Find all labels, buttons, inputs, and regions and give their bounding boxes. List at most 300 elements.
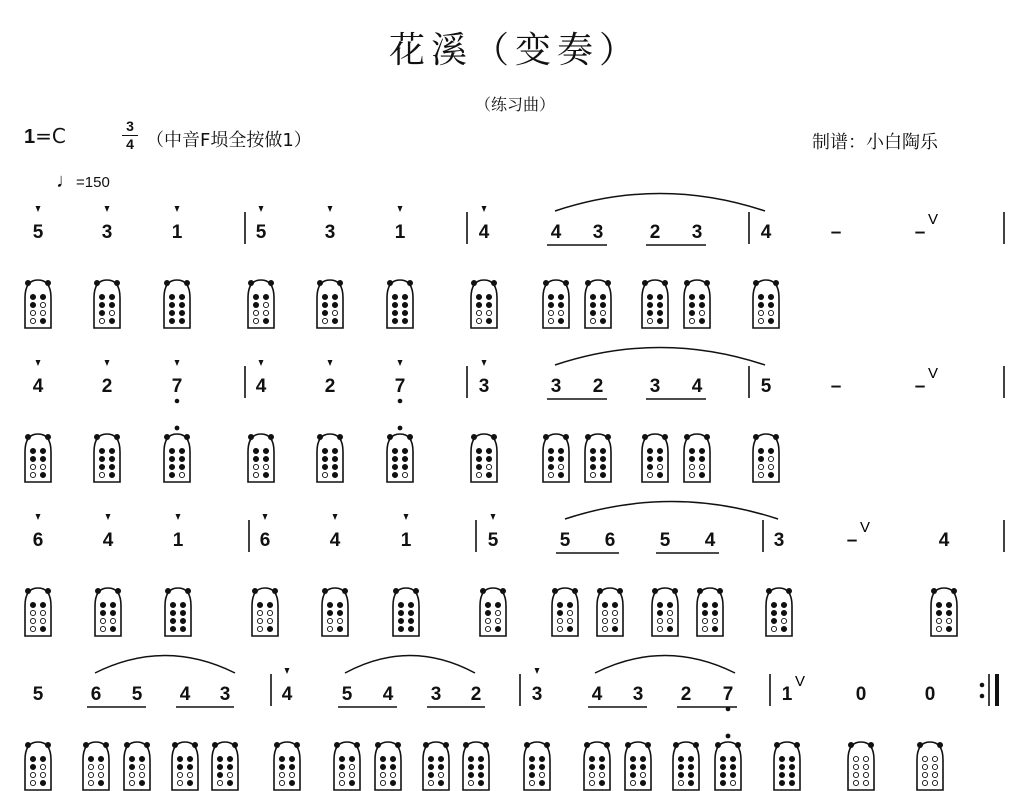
- open-hole-icon: [279, 772, 284, 777]
- xun-fingering-chart: [387, 426, 413, 482]
- open-hole-icon: [602, 618, 607, 623]
- closed-hole-icon: [170, 618, 175, 623]
- open-hole-icon: [567, 610, 572, 615]
- closed-hole-icon: [468, 764, 473, 769]
- thumb-hole-icon: [172, 742, 178, 748]
- closed-hole-icon: [289, 780, 294, 785]
- xun-outline-icon: [543, 434, 569, 482]
- closed-hole-icon: [98, 780, 103, 785]
- open-hole-icon: [922, 780, 927, 785]
- closed-hole-icon: [667, 602, 672, 607]
- closed-hole-icon: [720, 756, 725, 761]
- note-digit: 3: [773, 530, 785, 551]
- closed-hole-icon: [392, 456, 397, 461]
- thumb-hole-icon: [773, 280, 779, 286]
- xun-fingering-chart: [753, 434, 779, 482]
- closed-hole-icon: [402, 448, 407, 453]
- closed-hole-icon: [279, 756, 284, 761]
- closed-hole-icon: [781, 602, 786, 607]
- xun-fingering-chart: [766, 588, 792, 636]
- accent-mark-icon: [333, 514, 338, 520]
- thumb-hole-icon: [931, 588, 937, 594]
- xun-outline-icon: [753, 434, 779, 482]
- closed-hole-icon: [110, 602, 115, 607]
- xun-outline-icon: [463, 742, 489, 790]
- xun-outline-icon: [94, 280, 120, 328]
- xun-outline-icon: [387, 280, 413, 328]
- breath-mark: V: [927, 365, 939, 382]
- thumb-hole-icon: [25, 742, 31, 748]
- xun-fingering-chart: [524, 742, 550, 790]
- note-digit: 1: [172, 530, 184, 551]
- thumb-hole-icon: [387, 280, 393, 286]
- thumb-hole-icon: [951, 588, 957, 594]
- closed-hole-icon: [179, 310, 184, 315]
- closed-hole-icon: [30, 302, 35, 307]
- note-digit: 6: [604, 530, 616, 551]
- closed-hole-icon: [558, 302, 563, 307]
- thumb-hole-icon: [605, 280, 611, 286]
- sustain-dash: –: [914, 376, 926, 397]
- open-hole-icon: [495, 610, 500, 615]
- closed-hole-icon: [558, 294, 563, 299]
- closed-hole-icon: [428, 756, 433, 761]
- xun-outline-icon: [848, 742, 874, 790]
- closed-hole-icon: [689, 294, 694, 299]
- closed-hole-icon: [88, 756, 93, 761]
- repeat-dot-icon: [980, 694, 985, 699]
- closed-hole-icon: [779, 756, 784, 761]
- closed-hole-icon: [779, 780, 784, 785]
- sustain-dash: –: [846, 530, 858, 551]
- score-title: 花溪（变奏）: [388, 30, 641, 71]
- open-hole-icon: [932, 780, 937, 785]
- xun-fingering-chart: [684, 434, 710, 482]
- thumb-hole-icon: [645, 742, 651, 748]
- open-hole-icon: [657, 464, 662, 469]
- open-hole-icon: [109, 310, 114, 315]
- closed-hole-icon: [529, 764, 534, 769]
- open-hole-icon: [932, 756, 937, 761]
- closed-hole-icon: [253, 302, 258, 307]
- open-hole-icon: [40, 302, 45, 307]
- thumb-hole-icon: [393, 588, 399, 594]
- open-hole-icon: [612, 610, 617, 615]
- thumb-hole-icon: [103, 742, 109, 748]
- closed-hole-icon: [267, 602, 272, 607]
- closed-hole-icon: [599, 764, 604, 769]
- open-hole-icon: [539, 772, 544, 777]
- note-digit: 1: [781, 684, 793, 705]
- thumb-hole-icon: [413, 588, 419, 594]
- closed-hole-icon: [180, 626, 185, 631]
- closed-hole-icon: [169, 464, 174, 469]
- open-hole-icon: [768, 456, 773, 461]
- open-hole-icon: [227, 772, 232, 777]
- closed-hole-icon: [589, 756, 594, 761]
- closed-hole-icon: [390, 780, 395, 785]
- closed-hole-icon: [179, 302, 184, 307]
- thumb-hole-icon: [572, 588, 578, 594]
- slur-arc: [95, 656, 235, 674]
- thumb-hole-icon: [500, 588, 506, 594]
- sustain-dash: –: [830, 376, 842, 397]
- closed-hole-icon: [322, 448, 327, 453]
- xun-fingering-chart: [25, 742, 51, 790]
- note-digit: 5: [760, 376, 772, 397]
- open-hole-icon: [589, 772, 594, 777]
- open-hole-icon: [922, 764, 927, 769]
- note-digit: 4: [550, 222, 562, 243]
- thumb-hole-icon: [184, 280, 190, 286]
- xun-outline-icon: [585, 434, 611, 482]
- closed-hole-icon: [771, 602, 776, 607]
- open-hole-icon: [139, 772, 144, 777]
- xun-fingering-chart: [94, 280, 120, 328]
- xun-outline-icon: [917, 742, 943, 790]
- xun-fingering-chart: [585, 434, 611, 482]
- open-hole-icon: [187, 772, 192, 777]
- closed-hole-icon: [647, 456, 652, 461]
- closed-hole-icon: [548, 456, 553, 461]
- note-digit: 2: [324, 376, 336, 397]
- xun-outline-icon: [552, 588, 578, 636]
- closed-hole-icon: [392, 318, 397, 323]
- closed-hole-icon: [486, 318, 491, 323]
- open-hole-icon: [758, 310, 763, 315]
- open-hole-icon: [253, 318, 258, 323]
- open-hole-icon: [758, 318, 763, 323]
- closed-hole-icon: [781, 626, 786, 631]
- key-pitch: =C: [35, 124, 66, 148]
- open-hole-icon: [768, 310, 773, 315]
- open-hole-icon: [257, 626, 262, 631]
- note-digit: 0: [924, 684, 936, 705]
- closed-hole-icon: [179, 448, 184, 453]
- accent-mark-icon: [175, 206, 180, 212]
- open-hole-icon: [99, 472, 104, 477]
- closed-hole-icon: [392, 294, 397, 299]
- open-hole-icon: [678, 780, 683, 785]
- closed-hole-icon: [730, 764, 735, 769]
- thumb-hole-icon: [697, 588, 703, 594]
- closed-hole-icon: [789, 764, 794, 769]
- note-digit: 5: [32, 222, 44, 243]
- xun-fingering-chart: [212, 742, 238, 790]
- breath-mark: V: [794, 673, 806, 690]
- thumb-hole-icon: [937, 742, 943, 748]
- note-digit: 1: [171, 222, 183, 243]
- open-hole-icon: [279, 780, 284, 785]
- thumb-hole-icon: [184, 434, 190, 440]
- thumb-hole-icon: [563, 280, 569, 286]
- note-digit: 4: [179, 684, 191, 705]
- open-hole-icon: [485, 626, 490, 631]
- closed-hole-icon: [485, 602, 490, 607]
- closed-hole-icon: [40, 756, 45, 761]
- open-hole-icon: [30, 618, 35, 623]
- closed-hole-icon: [322, 302, 327, 307]
- thumb-hole-icon: [585, 434, 591, 440]
- closed-hole-icon: [647, 448, 652, 453]
- closed-hole-icon: [40, 472, 45, 477]
- open-hole-icon: [30, 772, 35, 777]
- closed-hole-icon: [486, 456, 491, 461]
- closed-hole-icon: [495, 602, 500, 607]
- xun-outline-icon: [774, 742, 800, 790]
- slur-arc: [555, 348, 765, 366]
- open-hole-icon: [485, 618, 490, 623]
- xun-outline-icon: [95, 588, 121, 636]
- note-digit: 3: [101, 222, 113, 243]
- thumb-hole-icon: [652, 588, 658, 594]
- closed-hole-icon: [289, 756, 294, 761]
- closed-hole-icon: [40, 602, 45, 607]
- closed-hole-icon: [169, 448, 174, 453]
- closed-hole-icon: [720, 780, 725, 785]
- closed-hole-icon: [180, 618, 185, 623]
- closed-hole-icon: [179, 464, 184, 469]
- xun-outline-icon: [715, 742, 741, 790]
- open-hole-icon: [263, 302, 268, 307]
- open-hole-icon: [349, 772, 354, 777]
- xun-fingering-chart: [753, 280, 779, 328]
- closed-hole-icon: [567, 626, 572, 631]
- closed-hole-icon: [539, 756, 544, 761]
- xun-fingering-chart: [585, 280, 611, 328]
- closed-hole-icon: [332, 456, 337, 461]
- open-hole-icon: [476, 318, 481, 323]
- closed-hole-icon: [657, 472, 662, 477]
- note-digit: 3: [478, 376, 490, 397]
- thumb-hole-icon: [317, 280, 323, 286]
- xun-fingering-chart: [625, 742, 651, 790]
- note-digit: 4: [255, 376, 267, 397]
- closed-hole-icon: [779, 764, 784, 769]
- closed-hole-icon: [263, 294, 268, 299]
- closed-hole-icon: [590, 310, 595, 315]
- closed-hole-icon: [139, 756, 144, 761]
- closed-hole-icon: [936, 602, 941, 607]
- closed-hole-icon: [557, 602, 562, 607]
- closed-hole-icon: [408, 626, 413, 631]
- xun-outline-icon: [94, 434, 120, 482]
- thumb-hole-icon: [95, 588, 101, 594]
- thumb-hole-icon: [114, 434, 120, 440]
- thumb-hole-icon: [144, 742, 150, 748]
- note-digit: 4: [760, 222, 772, 243]
- note-digit: 4: [102, 530, 114, 551]
- closed-hole-icon: [548, 294, 553, 299]
- xun-fingering-chart: [164, 280, 190, 328]
- note-digit: 7: [722, 684, 734, 705]
- note-digit: 5: [659, 530, 671, 551]
- thumb-hole-icon: [471, 280, 477, 286]
- accent-mark-icon: [105, 360, 110, 366]
- thumb-hole-icon: [114, 280, 120, 286]
- closed-hole-icon: [332, 448, 337, 453]
- closed-hole-icon: [768, 318, 773, 323]
- closed-hole-icon: [688, 780, 693, 785]
- closed-hole-icon: [332, 472, 337, 477]
- closed-hole-icon: [640, 756, 645, 761]
- open-hole-icon: [468, 780, 473, 785]
- closed-hole-icon: [476, 302, 481, 307]
- closed-hole-icon: [758, 448, 763, 453]
- closed-hole-icon: [699, 318, 704, 323]
- xun-outline-icon: [766, 588, 792, 636]
- closed-hole-icon: [99, 448, 104, 453]
- note-digit: 3: [592, 222, 604, 243]
- open-hole-icon: [548, 472, 553, 477]
- closed-hole-icon: [600, 448, 605, 453]
- closed-hole-icon: [600, 464, 605, 469]
- xun-fingering-chart: [94, 434, 120, 482]
- closed-hole-icon: [699, 472, 704, 477]
- meter-top: 3: [126, 118, 134, 134]
- closed-hole-icon: [486, 472, 491, 477]
- thumb-hole-icon: [212, 742, 218, 748]
- closed-hole-icon: [109, 456, 114, 461]
- notation-row: [33, 194, 1004, 246]
- closed-hole-icon: [322, 310, 327, 315]
- closed-hole-icon: [109, 294, 114, 299]
- note-digit: 3: [649, 376, 661, 397]
- open-hole-icon: [99, 318, 104, 323]
- closed-hole-icon: [322, 456, 327, 461]
- closed-hole-icon: [529, 756, 534, 761]
- thumb-hole-icon: [585, 280, 591, 286]
- open-hole-icon: [177, 772, 182, 777]
- open-hole-icon: [100, 618, 105, 623]
- closed-hole-icon: [558, 448, 563, 453]
- closed-hole-icon: [657, 294, 662, 299]
- xun-outline-icon: [25, 434, 51, 482]
- closed-hole-icon: [688, 756, 693, 761]
- closed-hole-icon: [169, 318, 174, 323]
- note-digit: 2: [680, 684, 692, 705]
- closed-hole-icon: [99, 464, 104, 469]
- closed-hole-icon: [332, 318, 337, 323]
- open-hole-icon: [557, 626, 562, 631]
- closed-hole-icon: [187, 764, 192, 769]
- note-digit: 4: [938, 530, 950, 551]
- xun-outline-icon: [317, 434, 343, 482]
- xun-outline-icon: [164, 434, 190, 482]
- open-hole-icon: [98, 764, 103, 769]
- xun-outline-icon: [585, 280, 611, 328]
- closed-hole-icon: [589, 764, 594, 769]
- thumb-hole-icon: [165, 588, 171, 594]
- xun-outline-icon: [252, 588, 278, 636]
- open-hole-icon: [30, 610, 35, 615]
- note-digit: 4: [329, 530, 341, 551]
- closed-hole-icon: [30, 456, 35, 461]
- closed-hole-icon: [349, 780, 354, 785]
- thumb-hole-icon: [563, 434, 569, 440]
- accent-mark-icon: [482, 360, 487, 366]
- open-hole-icon: [932, 764, 937, 769]
- thumb-hole-icon: [684, 434, 690, 440]
- open-hole-icon: [558, 310, 563, 315]
- xun-fingering-chart: [480, 588, 506, 636]
- closed-hole-icon: [179, 318, 184, 323]
- open-hole-icon: [40, 310, 45, 315]
- closed-hole-icon: [548, 464, 553, 469]
- accent-mark-icon: [36, 360, 41, 366]
- closed-hole-icon: [768, 302, 773, 307]
- thumb-hole-icon: [773, 434, 779, 440]
- closed-hole-icon: [30, 294, 35, 299]
- accent-mark-icon: [259, 206, 264, 212]
- thumb-hole-icon: [25, 280, 31, 286]
- xun-fingering-chart: [25, 588, 51, 636]
- closed-hole-icon: [438, 780, 443, 785]
- thumb-hole-icon: [704, 280, 710, 286]
- open-hole-icon: [30, 472, 35, 477]
- xun-outline-icon: [83, 742, 109, 790]
- note-digit: 6: [90, 684, 102, 705]
- note-digit: 4: [691, 376, 703, 397]
- closed-hole-icon: [478, 772, 483, 777]
- open-hole-icon: [253, 310, 258, 315]
- closed-hole-icon: [789, 780, 794, 785]
- thumb-hole-icon: [604, 742, 610, 748]
- closed-hole-icon: [402, 310, 407, 315]
- thumb-hole-icon: [662, 280, 668, 286]
- thumb-hole-icon: [45, 588, 51, 594]
- open-hole-icon: [936, 618, 941, 623]
- notation-row: [33, 656, 997, 712]
- closed-hole-icon: [657, 610, 662, 615]
- open-hole-icon: [88, 780, 93, 785]
- thumb-hole-icon: [672, 588, 678, 594]
- xun-fingering-chart: [375, 742, 401, 790]
- thumb-hole-icon: [375, 742, 381, 748]
- closed-hole-icon: [289, 764, 294, 769]
- open-hole-icon: [932, 772, 937, 777]
- closed-hole-icon: [678, 756, 683, 761]
- open-hole-icon: [390, 772, 395, 777]
- xun-outline-icon: [248, 280, 274, 328]
- arranger-credit: 制谱：小白陶乐: [812, 132, 938, 153]
- closed-hole-icon: [187, 780, 192, 785]
- closed-hole-icon: [390, 764, 395, 769]
- xun-outline-icon: [931, 588, 957, 636]
- closed-hole-icon: [599, 756, 604, 761]
- xun-fingering-chart: [334, 742, 360, 790]
- closed-hole-icon: [689, 302, 694, 307]
- accent-mark-icon: [36, 206, 41, 212]
- closed-hole-icon: [392, 302, 397, 307]
- open-hole-icon: [768, 464, 773, 469]
- xun-fingering-chart: [597, 588, 623, 636]
- closed-hole-icon: [398, 610, 403, 615]
- xun-outline-icon: [124, 742, 150, 790]
- closed-hole-icon: [590, 448, 595, 453]
- closed-hole-icon: [408, 602, 413, 607]
- closed-hole-icon: [699, 456, 704, 461]
- closed-hole-icon: [946, 626, 951, 631]
- accent-mark-icon: [175, 360, 180, 366]
- closed-hole-icon: [98, 756, 103, 761]
- thumb-hole-icon: [124, 742, 130, 748]
- tempo-value: =150: [76, 174, 110, 191]
- closed-hole-icon: [99, 302, 104, 307]
- closed-hole-icon: [758, 456, 763, 461]
- closed-hole-icon: [392, 448, 397, 453]
- closed-hole-icon: [647, 294, 652, 299]
